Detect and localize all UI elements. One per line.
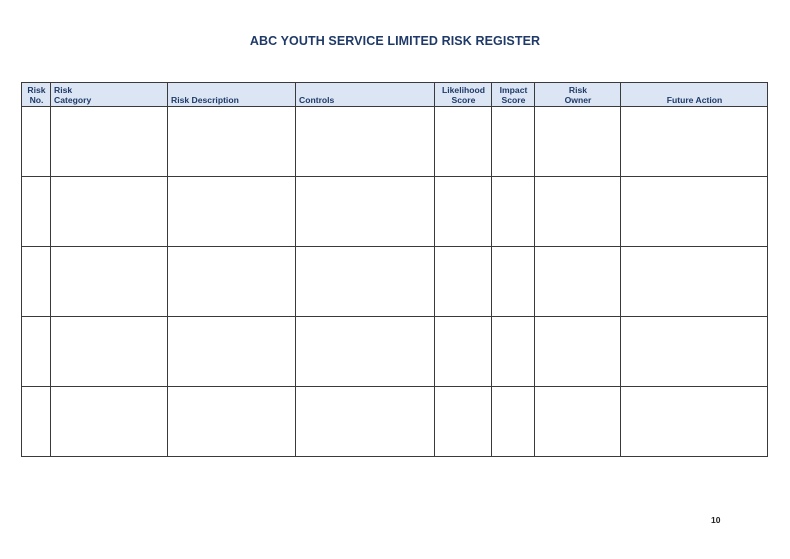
cell-controls[interactable] <box>296 387 435 457</box>
cell-impact-score[interactable] <box>492 107 535 177</box>
cell-controls[interactable] <box>296 317 435 387</box>
cell-risk-no[interactable] <box>22 317 51 387</box>
cell-controls[interactable] <box>296 247 435 317</box>
table-row <box>22 387 768 457</box>
page-number: 10 <box>711 515 721 525</box>
cell-risk-description[interactable] <box>168 177 296 247</box>
column-header-risk-no: Risk No. <box>22 83 51 107</box>
cell-future-action[interactable] <box>621 387 768 457</box>
column-header-future-action: Future Action <box>621 83 768 107</box>
column-header-impact-score: Impact Score <box>492 83 535 107</box>
cell-controls[interactable] <box>296 107 435 177</box>
cell-risk-category[interactable] <box>51 317 168 387</box>
cell-likelihood-score[interactable] <box>435 177 492 247</box>
column-header-likelihood-score: Likelihood Score <box>435 83 492 107</box>
cell-impact-score[interactable] <box>492 317 535 387</box>
cell-risk-no[interactable] <box>22 107 51 177</box>
column-header-risk-description: Risk Description <box>168 83 296 107</box>
page-title: ABC YOUTH SERVICE LIMITED RISK REGISTER <box>249 34 541 48</box>
cell-risk-no[interactable] <box>22 387 51 457</box>
cell-future-action[interactable] <box>621 177 768 247</box>
cell-future-action[interactable] <box>621 317 768 387</box>
cell-risk-category[interactable] <box>51 107 168 177</box>
table-row <box>22 317 768 387</box>
cell-risk-owner[interactable] <box>535 107 621 177</box>
cell-risk-description[interactable] <box>168 247 296 317</box>
table-row <box>22 247 768 317</box>
cell-likelihood-score[interactable] <box>435 247 492 317</box>
table-header-row <box>22 83 768 107</box>
cell-future-action[interactable] <box>621 107 768 177</box>
table-row <box>22 177 768 247</box>
cell-risk-owner[interactable] <box>535 177 621 247</box>
cell-risk-owner[interactable] <box>535 317 621 387</box>
cell-impact-score[interactable] <box>492 247 535 317</box>
column-header-risk-category: Risk Category <box>51 83 168 107</box>
cell-risk-owner[interactable] <box>535 387 621 457</box>
cell-risk-category[interactable] <box>51 247 168 317</box>
column-header-risk-owner: Risk Owner <box>535 83 621 107</box>
risk-register-table <box>21 82 768 457</box>
cell-risk-category[interactable] <box>51 177 168 247</box>
cell-likelihood-score[interactable] <box>435 107 492 177</box>
cell-future-action[interactable] <box>621 247 768 317</box>
cell-likelihood-score[interactable] <box>435 317 492 387</box>
column-header-controls: Controls <box>296 83 435 107</box>
cell-likelihood-score[interactable] <box>435 387 492 457</box>
cell-risk-description[interactable] <box>168 387 296 457</box>
cell-risk-no[interactable] <box>22 247 51 317</box>
cell-controls[interactable] <box>296 177 435 247</box>
cell-risk-description[interactable] <box>168 107 296 177</box>
cell-risk-owner[interactable] <box>535 247 621 317</box>
cell-risk-description[interactable] <box>168 317 296 387</box>
table-row <box>22 107 768 177</box>
cell-impact-score[interactable] <box>492 387 535 457</box>
cell-impact-score[interactable] <box>492 177 535 247</box>
cell-risk-no[interactable] <box>22 177 51 247</box>
cell-risk-category[interactable] <box>51 387 168 457</box>
